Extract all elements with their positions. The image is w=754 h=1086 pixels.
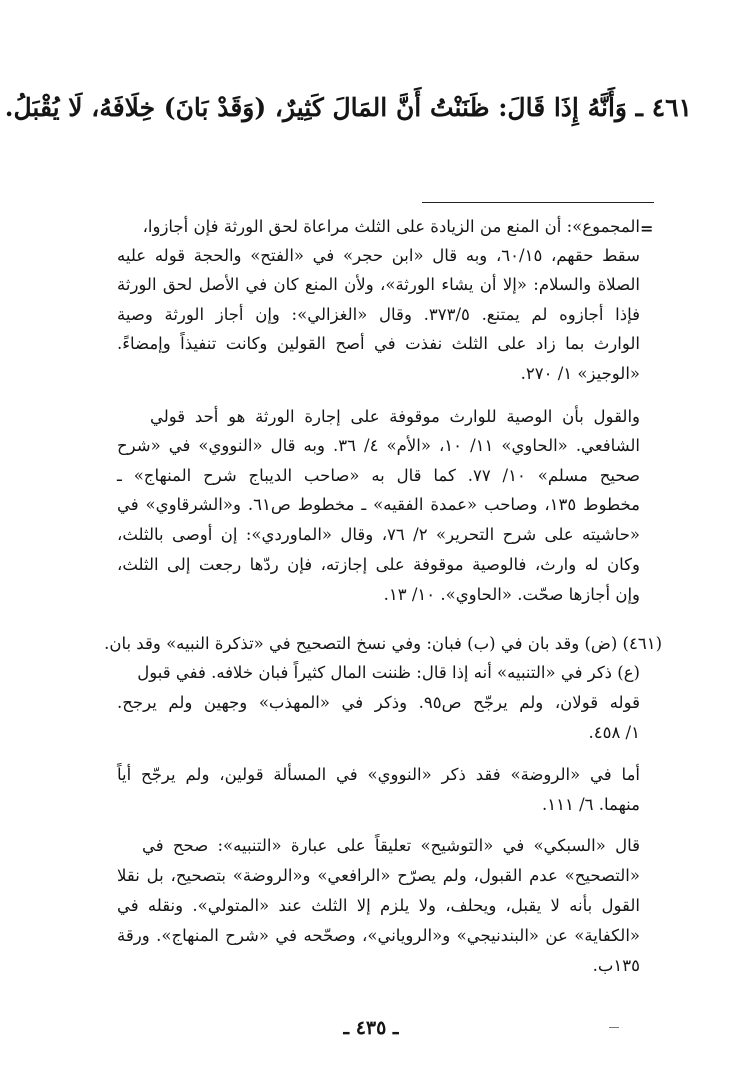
subki-line: ١٣٥ب.	[592, 956, 640, 975]
footnote-a-line: سقط حقهم، ٦٠/١٥، وبه قال «ابن حجر» في «الفتح» والحجة قوله عليه	[117, 246, 640, 265]
note-461-line: قوله قولان، ولم يرجّح ص٩٥. وذكر في «المهذب» وجهين ولم يرجح.	[117, 693, 640, 712]
note-461-line: ١/ ٤٥٨.	[588, 723, 640, 742]
main-text-line-461: ٤٦١ ـ وَأَنَّهُ إِذَا قَالَ: ظَنَنْتُ أَنَّ المَالَ كَثِيرٌ، (وَقَدْ بَانَ) خِلَافَهُ، لَا يُقْبَلُ.	[4, 93, 692, 122]
footnote-a-line: فإذا أجازوه لم يمتنع. ٣٧٣/٥. وقال «الغزالي»: وإن أجاز الورثة وصية	[117, 305, 641, 324]
footnote-b-line: «حاشيته على شرح التحرير» ٢/ ٧٦، وقال «الماوردي»: إن أوصى بالثلث،	[117, 525, 640, 544]
footnote-b-line: صحيح مسلم» ١٠/ ٧٧. كما قال به «صاحب الديباج شرح المنهاج» ـ	[117, 466, 640, 485]
footnote-separator	[422, 202, 654, 203]
note-461-line: (٤٦١) (ض) وقد بان في (ب) فبان: وفي نسخ التصحيح في «تذكرة النبيه» وقد بان.	[104, 634, 662, 653]
footnote-a-line: الوارث بما زاد على الثلث نفذت في أصح القولين وكانت تنفيذاً وإمضاءً.	[117, 334, 640, 353]
footnote-b-line: والقول بأن الوصية للوارث موقوفة على إجارة الورثة هو أحد قولي	[150, 407, 640, 426]
footnote-b-line: الشافعي. «الحاوي» ١١/ ١٠، «الأم» ٤/ ٣٦. وبه قال «النووي» في «شرح	[117, 436, 641, 455]
rawda-line: أما في «الروضة» فقد ذكر «النووي» في المسألة قولين، ولم يرجّح أياً	[117, 765, 640, 784]
page-edge-mark	[609, 1027, 619, 1028]
footnote-a-line: الصلاة والسلام: «إلا أن يشاء الورثة»، ولأن المنع كان في الأصل لحق الورثة	[117, 275, 640, 294]
page-number: ـ ٤٣٥ ـ	[343, 1017, 399, 1039]
footnote-b-line: وكان له وارث، فالوصية موقوفة على إجازته، فإن ردّها رجعت إلى الثلث،	[117, 555, 640, 574]
footnote-b-line: وإن أجازها صحّت. «الحاوي». ١٠/ ١٣.	[383, 585, 640, 604]
continuation-marker: =	[640, 219, 654, 238]
subki-line: «الكفاية» عن «البندنيجي» و«الروياني»، وصحّحه في «شرح المنهاج». ورقة	[117, 926, 640, 945]
footnote-a-line: المجموع»: أن المنع من الزيادة على الثلث مراعاة لحق الورثة فإن أجازوا،	[142, 217, 640, 236]
footnote-b-line: مخطوط ١٣٥، وصاحب «عمدة الفقيه» ـ مخطوط ص٦١. و«الشرقاوي» في	[117, 495, 640, 514]
subki-line: «التصحيح» عدم القبول، ولم يصرّح «الرافعي» و«الروضة» بتصحيح، بل نقلا	[117, 866, 640, 885]
subki-line: قال «السبكي» في «التوشيح» تعليقاً على عبارة «التنبيه»: صحح في	[142, 836, 640, 855]
note-461-line: (ع) ذكر في «التنبيه» أنه إذا قال: ظننت المال كثيراً فبان خلافه. ففي قبول	[137, 663, 640, 682]
rawda-line: منهما. ٦/ ١١١.	[541, 795, 640, 814]
footnote-a-line: «الوجيز» ١/ ٢٧٠.	[520, 364, 640, 383]
subki-line: القول بأنه لا يقبل، ويحلف، ولا يلزم إلا الثلث عند «المتولي». ونقله في	[117, 896, 640, 915]
